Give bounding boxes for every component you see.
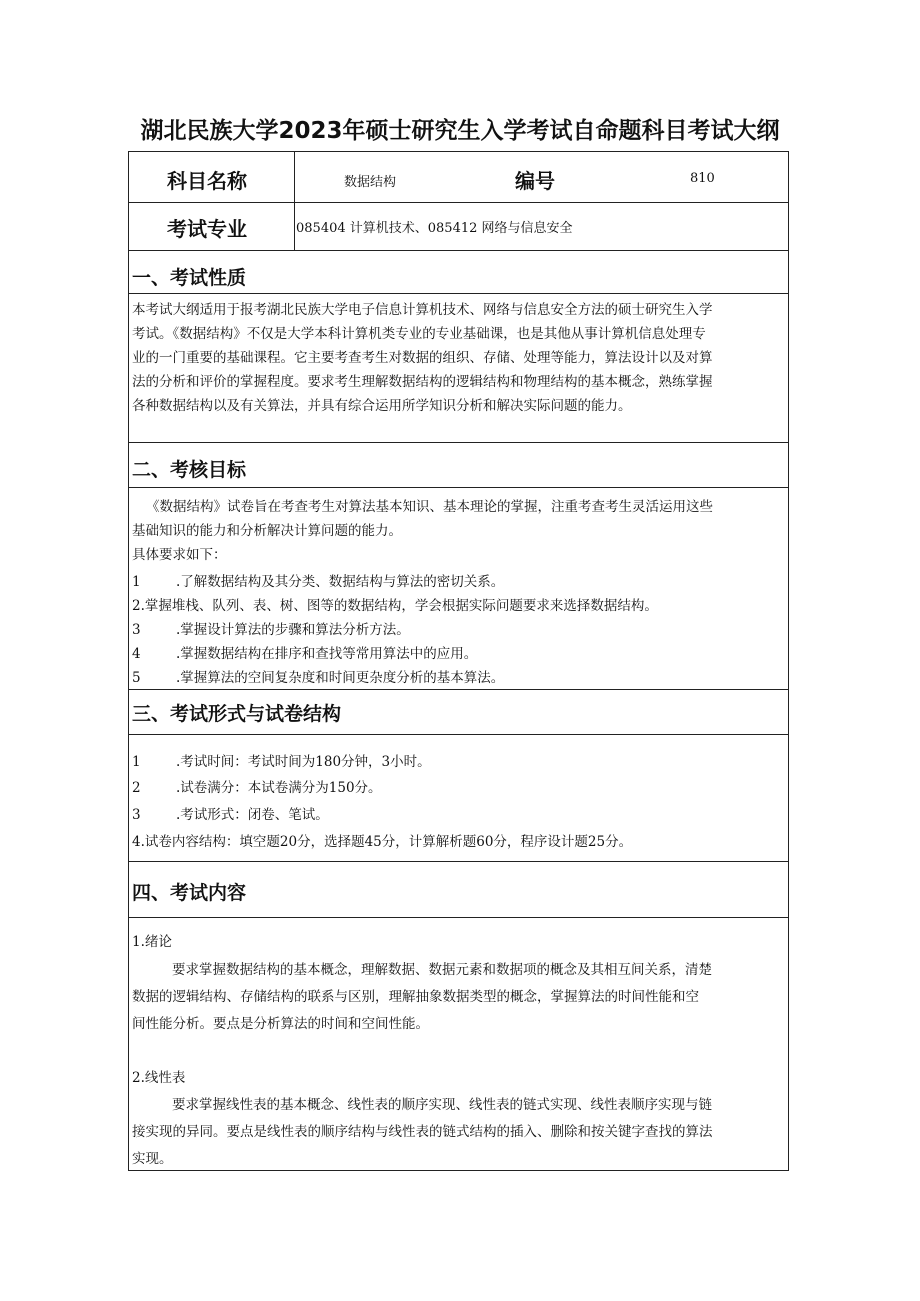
section-divider (129, 487, 788, 488)
list-text: .考试时间：考试时间为180分钟，3小时。 (176, 754, 431, 770)
paragraph-line: 间性能分析。要点是分析算法的时间和空间性能。 (132, 1016, 429, 1032)
list-number: 2. (132, 598, 145, 614)
list-item (132, 618, 410, 638)
list-number: 5 (132, 670, 141, 686)
subject-label: 科目名称 (167, 169, 247, 193)
section-divider (129, 689, 788, 690)
list-text: .试卷满分：本试卷满分为150分。 (176, 780, 382, 796)
section-divider (129, 734, 788, 735)
paragraph-line: 数据的逻辑结构、存储结构的联系与区别，理解抽象数据类型的概念，掌握算法的时间性能和空 (132, 989, 699, 1005)
list-item (132, 666, 504, 686)
section-divider (129, 861, 788, 862)
list-item (132, 803, 329, 823)
section-divider (129, 293, 788, 294)
list-text: .了解数据结构及其分类、数据结构与算法的密切关系。 (176, 574, 505, 590)
paragraph-line: 考试。《数据结构》不仅是大学本科计算机类专业的专业基础课，也是其他从事计算机信息处理专 (132, 326, 706, 342)
subsection-linear-body (132, 1092, 788, 1173)
paragraph-line: 业的一门重要的基础课程。它主要考查考生对数据的组织、存储、处理等能力，算法设计以及对算 (132, 350, 713, 366)
paragraph-line: 基础知识的能力和分析解决计算问题的能力。 (132, 523, 402, 539)
section-title-format: 三、考试形式与试卷结构 (132, 703, 342, 725)
paragraph-line: 法的分析和评价的掌握程度。要求考生理解数据结构的逻辑结构和物理结构的基本概念，熟练掌握 (132, 374, 713, 390)
list-number: 4 (132, 646, 141, 662)
list-item (132, 570, 504, 590)
header-bottom-divider (129, 250, 788, 251)
paragraph-line: 《数据结构》试卷旨在考查考生对算法基本知识、基本理论的掌握，注重考查考生灵活运用这些 (146, 499, 713, 515)
list-text: .掌握设计算法的步骤和算法分析方法。 (176, 622, 410, 638)
paragraph-line: 实现。 (132, 1151, 173, 1167)
list-item (132, 830, 632, 850)
section-title-nature: 一、考试性质 (132, 267, 247, 289)
code-value: 810 (690, 171, 715, 186)
list-number: 1 (132, 754, 141, 770)
requirements-lead: 具体要求如下： (132, 547, 227, 563)
section-nature-body (132, 298, 788, 418)
list-number: 3 (132, 807, 141, 823)
list-text: .考试形式：闭卷、笔试。 (176, 807, 329, 823)
paragraph-line: 各种数据结构以及有关算法，并具有综合运用所学知识分析和解决实际问题的能力。 (132, 398, 632, 414)
list-item (132, 750, 431, 770)
document-title: 湖北民族大学2023年硕士研究生入学考试自命题科目考试大纲 (140, 118, 780, 144)
subject-value: 数据结构 (344, 175, 397, 190)
section-title-objectives: 二、考核目标 (132, 459, 247, 481)
outline-table (128, 151, 789, 1171)
code-label: 编号 (515, 169, 555, 193)
subsection-title: 1.绪论 (132, 934, 172, 950)
subsection-title: 2.线性表 (132, 1070, 186, 1086)
list-item (132, 776, 382, 796)
section-divider (129, 442, 788, 443)
list-number: 2 (132, 780, 141, 796)
list-text: .掌握算法的空间复杂度和时间更杂度分析的基本算法。 (176, 670, 505, 686)
list-item (132, 642, 477, 662)
list-number: 1 (132, 574, 141, 590)
major-value: 085404 计算机技术、085412 网络与信息安全 (296, 221, 573, 236)
list-number: 4. (132, 834, 145, 850)
header-divider (294, 152, 295, 250)
section-title-content: 四、考试内容 (132, 882, 247, 904)
paragraph-line: 要求掌握数据结构的基本概念，理解数据、数据元素和数据项的概念及其相互间关系，清楚 (172, 962, 712, 978)
major-label: 考试专业 (167, 217, 247, 241)
section-objectives-intro (132, 495, 788, 567)
header-row-divider (129, 202, 788, 203)
paragraph-line: 本考试大纲适用于报考湖北民族大学电子信息计算机技术、网络与信息安全方法的硕士研究生入学 (132, 302, 713, 318)
paragraph-line: 接实现的异同。要点是线性表的顺序结构与线性表的链式结构的插入、删除和按关键字查找的算法 (132, 1124, 713, 1140)
paragraph-line: 要求掌握线性表的基本概念、线性表的顺序实现、线性表的链式实现、线性表顺序实现与链 (172, 1097, 712, 1113)
subsection-intro-body (132, 957, 788, 1038)
list-number: 3 (132, 622, 141, 638)
section-divider (129, 917, 788, 918)
list-text: 试卷内容结构：填空题20分，选择题45分，计算解析题60分，程序设计题25分。 (144, 834, 633, 850)
list-text: 掌握堆栈、队列、表、树、图等的数据结构，学会根据实际问题要求来选择数据结构。 (144, 598, 658, 614)
list-item (132, 594, 658, 614)
list-text: .掌握数据结构在排序和查找等常用算法中的应用。 (176, 646, 478, 662)
